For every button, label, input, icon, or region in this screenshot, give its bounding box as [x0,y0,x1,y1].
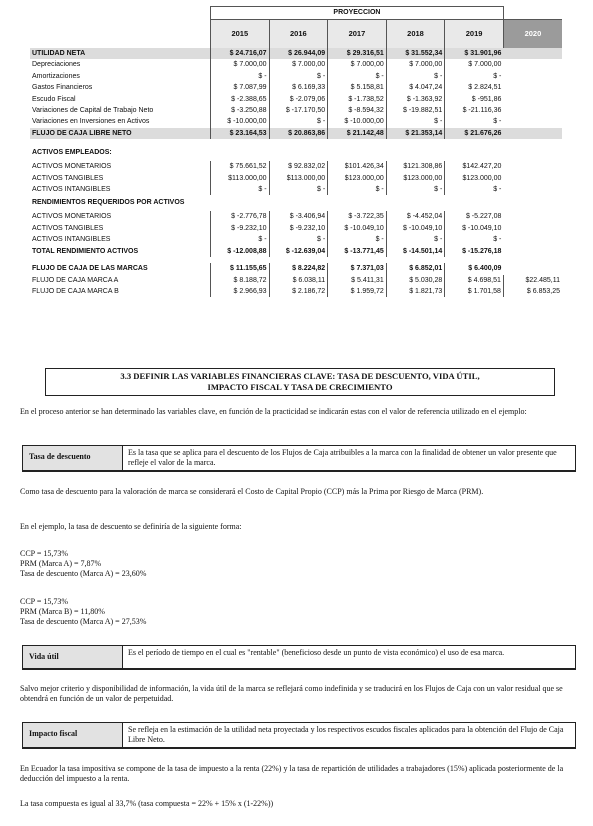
row-value: $123.000,00 [386,173,445,184]
row-label: FLUJO DE CAJA LIBRE NETO [30,128,211,139]
definition-term: Tasa de descuento [23,446,123,470]
row-value: $ -5.227,08 [445,211,504,222]
row-value [328,195,387,211]
row-value: $ - [211,234,270,245]
row-value [328,145,387,161]
marca-b-calc [20,597,576,627]
row-label: ACTIVOS TANGIBLES [32,224,104,232]
row-label: Gastos Financieros [32,84,93,92]
table-header-spacer [30,7,211,20]
row-value: $ - [328,71,387,82]
row-value [503,195,562,211]
section-title-line1: 3.3 DEFINIR LAS VARIABLES FINANCIERAS CLAVE: TASA DE DESCUENTO, VIDA ÚTIL, [120,371,480,381]
row-value: $ 4.698,51 [445,275,504,286]
row-value: $ 7.371,03 [328,263,387,274]
row-value: $ 6.038,11 [269,275,328,286]
table-row [30,94,562,105]
row-label: FLUJO DE CAJA MARCA A [32,276,119,284]
row-value [503,116,562,127]
row-value: $ -8.594,32 [328,105,387,116]
row-value: $ -1.363,92 [386,94,445,105]
marca-b-ccp: CCP = 15,73% [20,597,68,606]
marca-a-prm: PRM (Marca A) = 7,87% [20,559,102,568]
example-paragraph: En el ejemplo, la tasa de descuento se definiría de la siguiente forma: [20,522,242,531]
table-row [30,195,562,211]
table-row [30,48,562,59]
row-value: $ 92.832,02 [269,161,328,172]
row-value [386,195,445,211]
row-label: FLUJO DE CAJA MARCA B [32,287,119,295]
row-label: ACTIVOS TANGIBLES [32,174,104,182]
row-value: $ 23.164,53 [211,128,270,139]
row-value: $ -10.000,00 [211,116,270,127]
row-value: $ - [386,71,445,82]
row-value: $ 2.824,51 [445,82,504,93]
row-value: $ 6.169,33 [269,82,328,93]
row-value: $ -2.388,65 [211,94,270,105]
row-value: $ 8.224,82 [269,263,328,274]
row-value: $ -10.049,10 [445,223,504,234]
row-value: $ -9.232,10 [269,223,328,234]
row-value: $121.308,86 [386,161,445,172]
row-value: $ 29.316,51 [328,48,387,59]
table-row [30,71,562,82]
row-value: $ -3.722,35 [328,211,387,222]
row-value [503,161,562,172]
marca-a-tasa: Tasa de descuento (Marca A) = 23,60% [20,569,147,578]
row-value: $ - [269,184,328,195]
row-value: $ -1.738,52 [328,94,387,105]
ecuador-paragraph: En Ecuador la tasa impositiva se compone de la tasa de impuesto a la renta (22%) y la tasa de repartición de utilidades a trabajadores (15%) aplicada posteriormente de la deducción del impuesto a la renta. [20,764,564,783]
row-value [211,145,270,161]
marca-b-tasa: Tasa de descuento (Marca A) = 27,53% [20,617,147,626]
row-value [445,195,504,211]
table-row [30,59,562,70]
definition-tasa [22,445,576,472]
row-value [445,145,504,161]
row-value: $ - [211,184,270,195]
row-value [503,223,562,234]
row-value: $ 21.353,14 [386,128,445,139]
row-value: $ -951,86 [445,94,504,105]
row-label: Depreciaciones [32,61,81,69]
row-value: $ 7.087,99 [211,82,270,93]
row-value: $123.000,00 [445,173,504,184]
row-value: $ 2.186,72 [269,286,328,297]
tasa-paragraph: Como tasa de descuento para la valoración de marca se considerará el Costo de Capital Propio (CCP) más la Prima por Riesgo de Marca (PRM). [20,487,484,496]
row-value: $ 6.853,25 [503,286,562,297]
row-value: $ - [211,71,270,82]
year-row-spacer [30,20,211,49]
row-value: $ - [386,116,445,127]
compuesta-paragraph: La tasa compuesta es igual al 33,7% (tasa compuesta = 22% + 15% x (1-22%)) [20,799,274,808]
row-value: $ 24.716,07 [211,48,270,59]
row-value [503,184,562,195]
row-value: $ -4.452,04 [386,211,445,222]
row-value [269,195,328,211]
intro-paragraph: En el proceso anterior se han determinado las variables clave, en función de la practicidad se indicarán estas con el valor de referencia utilizado en el ejemplo: [20,407,527,416]
row-value [269,145,328,161]
row-value: $ -10.049,10 [386,223,445,234]
year-header: 2016 [269,20,328,49]
row-value: $ - [269,71,328,82]
row-value: $ 4.047,24 [386,82,445,93]
row-value: $ -14.501,14 [386,246,445,257]
row-value: $ -15.276,18 [445,246,504,257]
table-row [30,234,562,245]
row-value: $ 31.552,34 [386,48,445,59]
table-header-row [30,7,562,20]
row-value: $ -9.232,10 [211,223,270,234]
row-value: $ 20.863,86 [269,128,328,139]
row-label: Escudo Fiscal [32,95,76,103]
row-label: Variaciones en Inversiones en Activos [32,118,150,126]
row-label: ACTIVOS INTANGIBLES [32,236,111,244]
row-value [503,128,562,139]
row-label: ACTIVOS MONETARIOS [32,163,112,171]
row-label: Amortizaciones [32,72,80,80]
row-value: $ 5.030,28 [386,275,445,286]
year-header: 2020 [503,20,562,49]
row-value: $113.000,00 [269,173,328,184]
row-value: $ -10.000,00 [328,116,387,127]
row-value: $ 7.000,00 [269,59,328,70]
table-row [30,211,562,222]
row-value: $ 21.676,26 [445,128,504,139]
row-value: $ 1.701,58 [445,286,504,297]
row-value [386,145,445,161]
row-value: $ -13.771,45 [328,246,387,257]
row-value: $ 5.158,81 [328,82,387,93]
row-value: $ -19.882,51 [386,105,445,116]
table-row [30,263,562,274]
row-label: RENDIMIENTOS REQUERIDOS POR ACTIVOS [32,199,185,207]
marca-b-prm: PRM (Marca B) = 11,80% [20,607,105,616]
row-value: $ 7.000,00 [445,59,504,70]
table-row [30,161,562,172]
definition-vida [22,645,576,670]
table-row [30,82,562,93]
cash-flow-table [30,6,562,297]
row-value: $ 8.188,72 [211,275,270,286]
row-value: $ 31.901,96 [445,48,504,59]
row-value [503,82,562,93]
row-value [503,246,562,257]
marca-a-ccp: CCP = 15,73% [20,549,68,558]
row-value: $ 1.959,72 [328,286,387,297]
row-value: $ -21.116,36 [445,105,504,116]
year-header: 2017 [328,20,387,49]
row-value [503,105,562,116]
year-header: 2018 [386,20,445,49]
row-value: $ - [445,116,504,127]
row-value [503,173,562,184]
row-value [503,263,562,274]
row-value: $113.000,00 [211,173,270,184]
row-value [503,234,562,245]
row-value: $ 6.852,01 [386,263,445,274]
row-value: $ -3.406,94 [269,211,328,222]
row-value: $ -12.639,04 [269,246,328,257]
row-value: $ - [445,184,504,195]
row-label: FLUJO DE CAJA DE LAS MARCAS [32,265,148,273]
row-value [503,211,562,222]
marca-a-calc [20,549,576,579]
row-value: $ 5.411,31 [328,275,387,286]
row-value: $ 7.000,00 [211,59,270,70]
row-value: $123.000,00 [328,173,387,184]
row-label: ACTIVOS EMPLEADOS: [32,149,112,157]
row-value [503,145,562,161]
row-value: $ - [386,234,445,245]
row-value: $ - [328,234,387,245]
year-header: 2019 [445,20,504,49]
year-row [30,20,562,49]
table-row [30,173,562,184]
definition-description: Se refleja en la estimación de la utilidad neta proyectada y los respectivos escudos fiscales aplicados para la obtención del Flujo de Caja Libre Neto. [128,725,564,744]
projection-header: PROYECCION [211,7,504,20]
table-row [30,128,562,139]
row-value: $ - [445,71,504,82]
row-value: $ 7.000,00 [328,59,387,70]
table-row [30,223,562,234]
table-row [30,145,562,161]
row-label: Variaciones de Capital de Trabajo Neto [32,107,154,115]
row-value: $ -12.008,88 [211,246,270,257]
table-row [30,275,562,286]
row-value: $ -10.049,10 [328,223,387,234]
row-value: $ 1.821,73 [386,286,445,297]
definition-description: Es el período de tiempo en el cual es "rentable" (beneficioso desde un punto de vista económico) el uso de esa marca. [128,648,505,657]
table-row [30,116,562,127]
definition-term: Vida útil [23,646,123,668]
row-value: $ 75.661,52 [211,161,270,172]
row-value: $ -17.170,50 [269,105,328,116]
row-value [503,71,562,82]
row-label: ACTIVOS MONETARIOS [32,213,112,221]
row-value: $ 6.400,09 [445,263,504,274]
row-label: ACTIVOS INTANGIBLES [32,186,111,194]
row-value: $ 7.000,00 [386,59,445,70]
row-value [503,48,562,59]
definition-term: Impacto fiscal [23,723,123,747]
row-label: TOTAL RENDIMIENTO ACTIVOS [32,247,139,255]
row-value: $ - [445,234,504,245]
table-row [30,184,562,195]
row-value [211,195,270,211]
table-row [30,246,562,257]
row-value: $ -3.250,88 [211,105,270,116]
row-value: $ 26.944,09 [269,48,328,59]
row-value: $ 21.142,48 [328,128,387,139]
row-value: $ - [328,184,387,195]
row-value: $ - [269,234,328,245]
table-row [30,105,562,116]
row-value: $22.485,11 [503,275,562,286]
row-value: $ 11.155,65 [211,263,270,274]
definition-description: Es la tasa que se aplica para el descuento de los Flujos de Caja atribuibles a la marca con la finalidad de obtener un valor presente que refleje el valor de la marca. [128,448,557,467]
vida-paragraph: Salvo mejor criterio y disponibilidad de información, la vida útil de la marca se reflejará como indefinida y se traducirá en los Flujos de Caja con un valor residual que se obtendrá en función de un valor de perpetuidad. [20,684,563,703]
row-value: $101.426,34 [328,161,387,172]
row-value: $ -2.079,06 [269,94,328,105]
row-value: $ - [386,184,445,195]
section-title [45,368,555,396]
table-header-spacer [503,7,562,20]
row-label: UTILIDAD NETA [30,48,211,59]
year-header: 2015 [211,20,270,49]
row-value: $ - [269,116,328,127]
row-value: $142.427,20 [445,161,504,172]
row-value: $ -2.776,78 [211,211,270,222]
section-title-line2: IMPACTO FISCAL Y TASA DE CRECIMIENTO [207,381,393,392]
row-value [503,59,562,70]
row-value [503,94,562,105]
row-value: $ 2.966,93 [211,286,270,297]
definition-impacto [22,722,576,749]
table-row [30,286,562,297]
